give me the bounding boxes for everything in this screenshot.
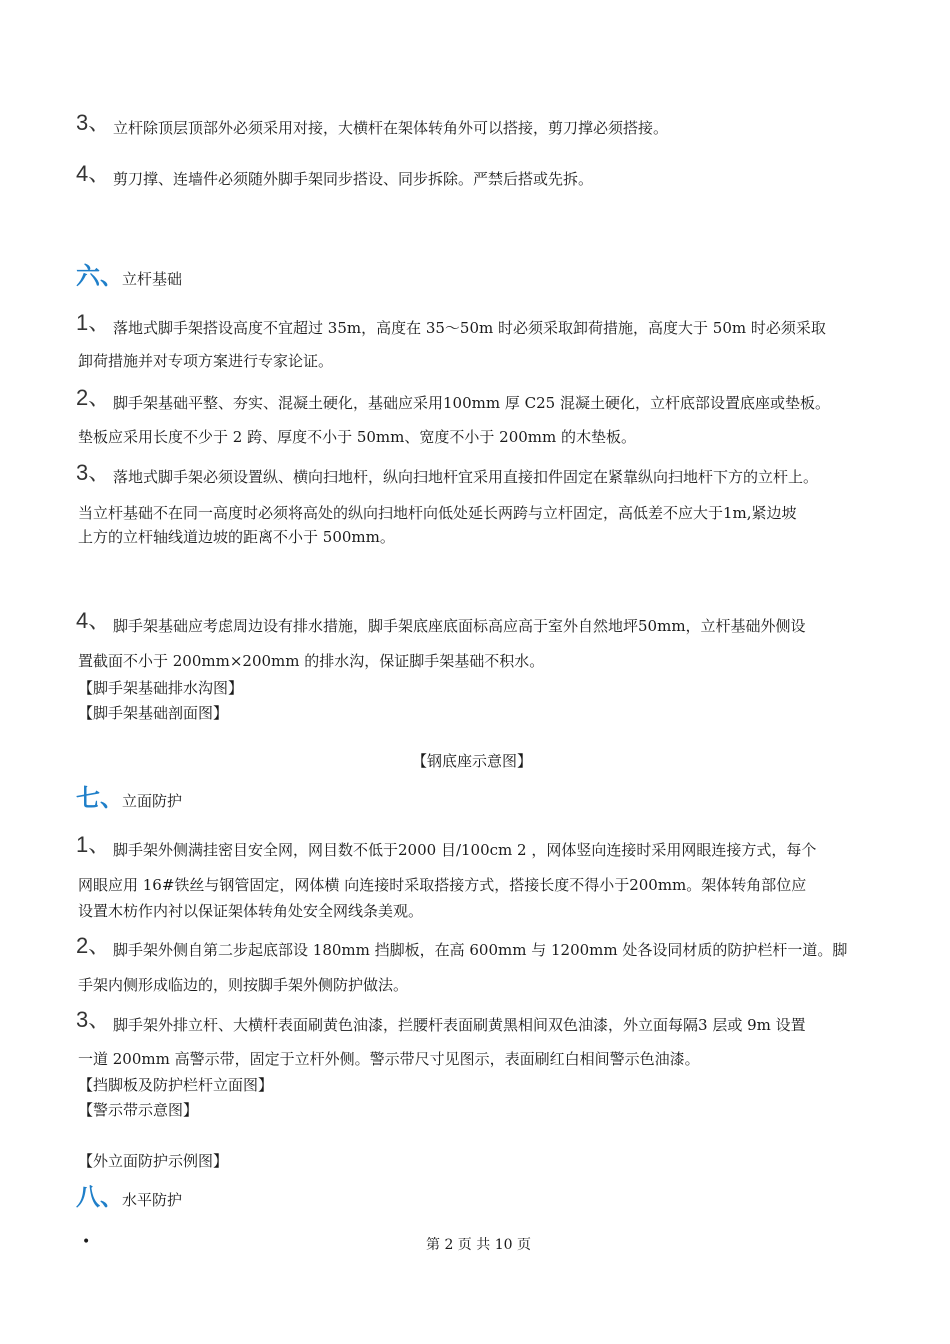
item-number: 3、 — [76, 110, 111, 135]
item-number: 1、 — [76, 832, 111, 857]
paragraph-line: 设置木枋作内衬以保证架体转角处安全网线条美观。 — [78, 902, 424, 920]
figure-caption: 【警示带示意图】 — [78, 1101, 199, 1119]
paragraph-line: 脚手架外侧满挂密目安全网，网目数不低于2000 目/100cm 2 ，网体竖向连接时采用网眼连接方式，每个 — [113, 841, 817, 859]
paragraph-line: 脚手架外排立杆、大横杆表面刷黄色油漆，拦腰杆表面刷黄黑相间双色油漆，外立面每隔3 层或 9m 设置 — [113, 1016, 806, 1034]
paragraph-line: 落地式脚手架必须设置纵、横向扫地杆，纵向扫地杆宜采用直接扣件固定在紧靠纵向扫地杆下方的立杆上。 — [113, 468, 819, 486]
figure-caption: 【钢底座示意图】 — [412, 752, 533, 770]
item-number: 3、 — [76, 1007, 111, 1032]
paragraph-line: 落地式脚手架搭设高度不宜超过 35m，高度在 35～50m 时必须采取卸荷措施，高度大于 50m 时必须采取 — [113, 319, 826, 337]
paragraph-line: 网眼应用 16#铁丝与钢管固定，网体横 向连接时采取搭接方式，搭接长度不得小于200mm。架体转角部位应 — [78, 876, 807, 894]
paragraph-line: 剪刀撑、连墙件必须随外脚手架同步搭设、同步拆除。严禁后搭或先拆。 — [113, 170, 594, 188]
figure-caption: 【挡脚板及防护栏杆立面图】 — [78, 1076, 274, 1094]
section-title: 立杆基础 — [122, 270, 183, 288]
item-number: 3、 — [76, 460, 111, 485]
figure-caption: 【脚手架基础剖面图】 — [78, 704, 229, 722]
paragraph-line: 立杆除顶层顶部外必须采用对接，大横杆在架体转角外可以搭接，剪刀撑必须搭接。 — [113, 119, 669, 137]
footer-bullet: • — [82, 1234, 91, 1250]
paragraph-line: 上方的立杆轴线道边坡的距离不小于 500mm。 — [78, 528, 395, 546]
paragraph-line: 手架内侧形成临边的，则按脚手架外侧防护做法。 — [78, 976, 409, 994]
paragraph-line: 置截面不小于 200mm×200mm 的排水沟，保证脚手架基础不积水。 — [78, 652, 545, 670]
item-number: 2、 — [76, 385, 111, 410]
page-number: 第 2 页 共 10 页 — [426, 1237, 531, 1253]
paragraph-line: 脚手架基础应考虑周边设有排水措施，脚手架底座底面标高应高于室外自然地坪50mm，立杆基础外侧设 — [113, 617, 806, 635]
item-number: 1、 — [76, 310, 111, 335]
section-number: 八、 — [76, 1183, 124, 1211]
figure-caption: 【脚手架基础排水沟图】 — [78, 679, 244, 697]
paragraph-line: 垫板应采用长度不少于 2 跨、厚度不小于 50mm、宽度不小于 200mm 的木垫板。 — [78, 428, 636, 446]
item-number: 4、 — [76, 608, 111, 633]
section-title: 立面防护 — [122, 792, 183, 810]
section-number: 六、 — [76, 262, 124, 290]
paragraph-line: 脚手架外侧自第二步起底部设 180mm 挡脚板，在高 600mm 与 1200mm 处各设同材质的防护栏杆一道。脚 — [113, 941, 848, 959]
paragraph-line: 一道 200mm 高警示带，固定于立杆外侧。警示带尺寸见图示，表面刷红白相间警示色油漆。 — [78, 1050, 700, 1068]
paragraph-line: 卸荷措施并对专项方案进行专家论证。 — [78, 352, 334, 370]
item-number: 2、 — [76, 933, 111, 958]
paragraph-line: 脚手架基础平整、夯实、混凝土硬化，基础应采用100mm 厚 C25 混凝土硬化，立杆底部设置底座或垫板。 — [113, 394, 830, 412]
section-title: 水平防护 — [122, 1191, 183, 1209]
item-number: 4、 — [76, 161, 111, 186]
paragraph-line: 当立杆基础不在同一高度时必须将高处的纵向扫地杆向低处延长两跨与立杆固定，高低差不应大于1m,紧边坡 — [78, 504, 797, 522]
section-number: 七、 — [76, 784, 124, 812]
figure-caption: 【外立面防护示例图】 — [78, 1152, 229, 1170]
